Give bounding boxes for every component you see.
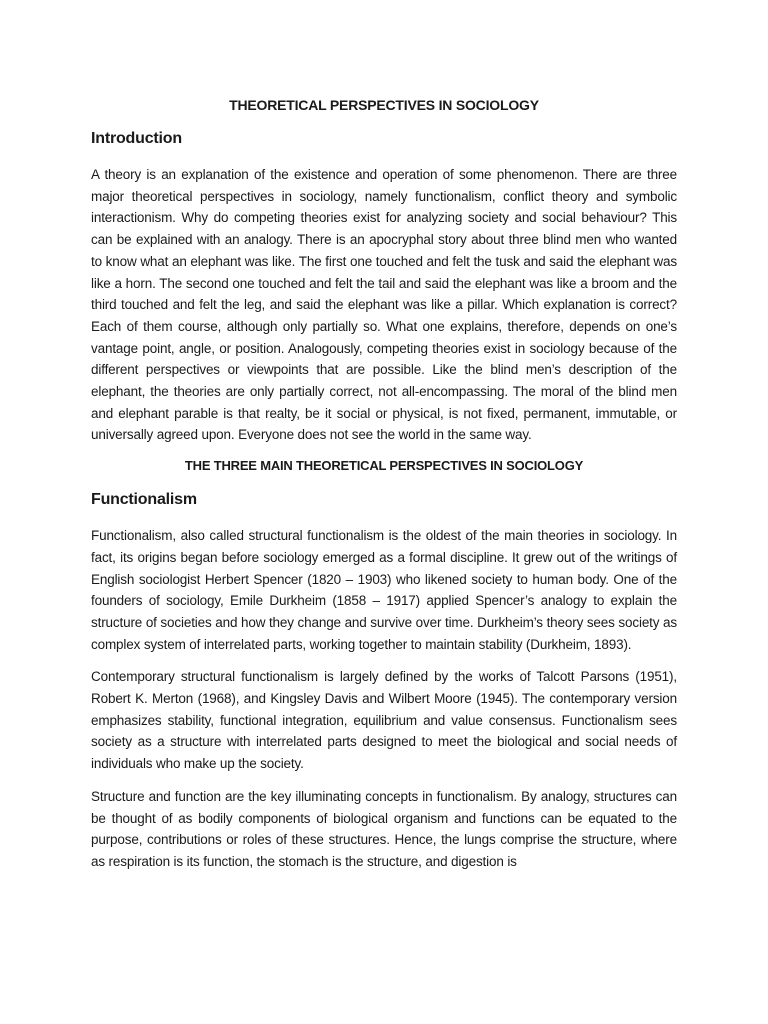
introduction-paragraph: A theory is an explanation of the existence and operation of some phenomenon. There are three major theoretical perspectives in sociology, namely functionalism, conflict theory and symbolic interactionism. Why do competing theories exist for analyzing society and social behaviour? This can be explained with an analogy. There is an apocryphal story about three blind men who wanted to know what an elephant was like. The first one touched and felt the tusk and said the elephant was like a horn. The second one touched and felt the tail and said the elephant was like a broom and the third touched and felt the leg, and said the elephant was like a pillar. Which explanation is correct? Each of them course, although only partially so. What one explains, therefore, depends on one’s vantage point, angle, or position. Analogously, competing theories exist in sociology because of the different perspectives or viewpoints that are possible. Like the blind men’s description of the elephant, the theories are only partially correct, not all-encompassing. The moral of the blind men and elephant parable is that realty, be it social or physical, is not fixed, permanent, immutable, or universally agreed upon. Everyone does not see the world in the same way. <box>91 167 677 443</box>
section-subtitle: THE THREE MAIN THEORETICAL PERSPECTIVES IN SOCIOLOGY <box>184 458 584 474</box>
section-heading-introduction: Introduction <box>91 130 182 147</box>
functionalism-paragraph-1: Functionalism, also called structural functionalism is the oldest of the main theories in sociology. In fact, its origins began before sociology emerged as a formal discipline. It grew out of the writings of English sociologist Herbert Spencer (1820 – 1903) who likened society to human body. One of the founders of sociology, Emile Durkheim (1858 – 1917) applied Spencer’s analogy to explain the structure of societies and how they change and survive over time. Durkheim’s theory sees society as complex system of interrelated parts, working together to maintain stability (Durkheim, 1893). <box>91 528 677 652</box>
document-content <box>91 96 677 884</box>
section-heading-functionalism: Functionalism <box>91 491 197 509</box>
functionalism-paragraph-2: Contemporary structural functionalism is largely defined by the works of Talcott Parsons (1951), Robert K. Merton (1968), and Kingsley Davis and Wilbert Moore (1945). The contemporary version emphasizes stability, functional integration, equilibrium and value consensus. Functionalism sees society as a structure with interrelated parts designed to meet the biological and social needs of individuals who make up the society. <box>91 669 677 772</box>
functionalism-paragraph-3: Structure and function are the key illuminating concepts in functionalism. By analogy, structures can be thought of as bodily components of biological organism and functions can be equated to the purpose, contributions or roles of these structures. Hence, the lungs comprise the structure, where as respiration is its function, the stomach is the structure, and digestion is <box>91 788 677 869</box>
document-title: THEORETICAL PERSPECTIVES IN SOCIOLOGY <box>229 97 539 113</box>
